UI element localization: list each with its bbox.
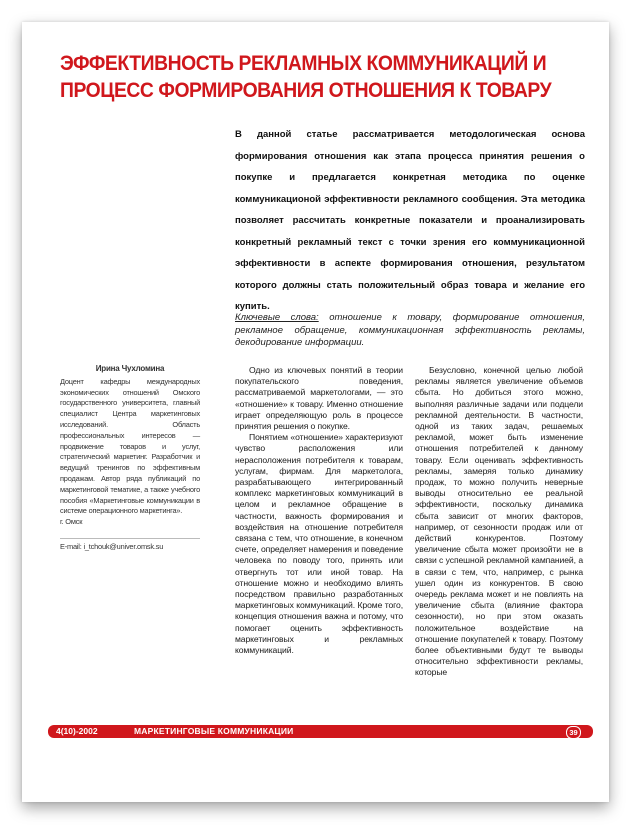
- page-number: 39: [566, 726, 581, 739]
- section-name: МАРКЕТИНГОВЫЕ КОММУНИКАЦИИ: [134, 726, 294, 736]
- keywords-label: Ключевые слова:: [235, 312, 319, 323]
- paragraph: Одно из ключевых понятий в теории покупательского поведения, рассматриваемой маркетологами, — это «отношение» к товару. Именно отношение играет определяющую роль в процессе принятия решения о покупке.: [235, 365, 403, 432]
- author-name: Ирина Чухломина: [95, 364, 165, 373]
- author-email[interactable]: E-mail: i_tchouk@univer.omsk.su: [60, 538, 200, 553]
- paragraph: Безусловно, конечной целью любой рекламы является увеличение объемов сбыта. Но добиться этого можно, выполняя различные задачи или подцели рекламной деятельности. В частности, одной из таких задач, решаемых рекламой, может быть изменение отношения потребителей к данному товару. Если оценивать эффективность рекламы, замеряя только динамику продаж, то можно получить неверные выводы относительно ее реальной эффективности, поскольку динамика сбыта зависит от многих факторов, например, от сезонности продаж или от действий конкурентов. Поэтому увеличение сбыта может произойти не в связи с успешной рекламной кампанией, а в связи с тем, что, например, с рынка ушел один из конкурентов. В свою очередь реклама может и не повлиять на увеличение сбыта (влияние фактора сезонности), но при этом оказать положительное воздействие на отношение покупателей к товару. Поэтому более объективными будут те выводы относительно эффективности рекламы, которые: [415, 365, 583, 678]
- body-column-2: [415, 365, 583, 679]
- magazine-page: [22, 22, 609, 802]
- keywords-text: отношение к товару, формирование отношения, рекламное обращение, коммуникационная эффективность рекламы, декодирование информации.: [235, 312, 586, 348]
- article-lead: В данной статье рассматривается методологическая основа формирования отношения как этапа процесса принятия решения о покупке и предлагается конкретная методика по оценке коммуникационой эффективности рекламного сообщения. Эта методика позволяет рассчитать конкретные показатели и проанализировать конкретный рекламный текст с точки зрения его коммуникационной эффективности в аспекте формирования отношения, результатом которого должны стать положительный образ товара и желание его купить.: [235, 129, 585, 312]
- article-title-line2: ПРОЦЕСС ФОРМИРОВАНИЯ ОТНОШЕНИЯ К ТОВАРУ: [60, 78, 552, 102]
- article-title: [60, 50, 552, 104]
- author-sidebar: [60, 364, 200, 553]
- issue-number: 4(10)-2002: [56, 726, 98, 736]
- keywords: [235, 312, 585, 350]
- article-title-line1: ЭФФЕКТИВНОСТЬ РЕКЛАМНЫХ КОММУНИКАЦИЙ И: [60, 51, 547, 75]
- body-column-1: [235, 365, 403, 656]
- author-bio: Доцент кафедры международных экономических отношений Омского государственного университета, главный специалист Центра маркетинговых исследований. Область профессиональных интересов — продвижение товаров и услуг, стратегический маркетинг. Разработчик и ведущий тренингов по эффективным продажам. Автор ряда публикаций по маркетинговой тематике, а также учебного пособия «Маркетинговые коммуникации в системе операционного маркетинга».: [60, 376, 200, 516]
- paragraph: Понятием «отношение» характеризуют чувство расположения или нерасположения потребителя к товарам, услугам, фирмам. Для маркетолога, разрабатывающего интегрированный комплекс маркетинговых коммуникаций в целом и рекламное обращение в частности, важность формирования и воздействия на отношение потребителя связана с тем, что отношение, в конечном счете, определяет намерения и поведение человека по поводу того, принять или отвергнуть тот или иной товар. На отношение можно и необходимо влиять посредством правильно разработанных маркетинговых коммуникаций. Кроме того, концепция отношения важна и потому, что помогает оценить эффективность маркетинговых и рекламных коммуникаций.: [235, 432, 403, 656]
- author-city: г. Омск: [60, 517, 83, 527]
- page-footer: [48, 725, 593, 738]
